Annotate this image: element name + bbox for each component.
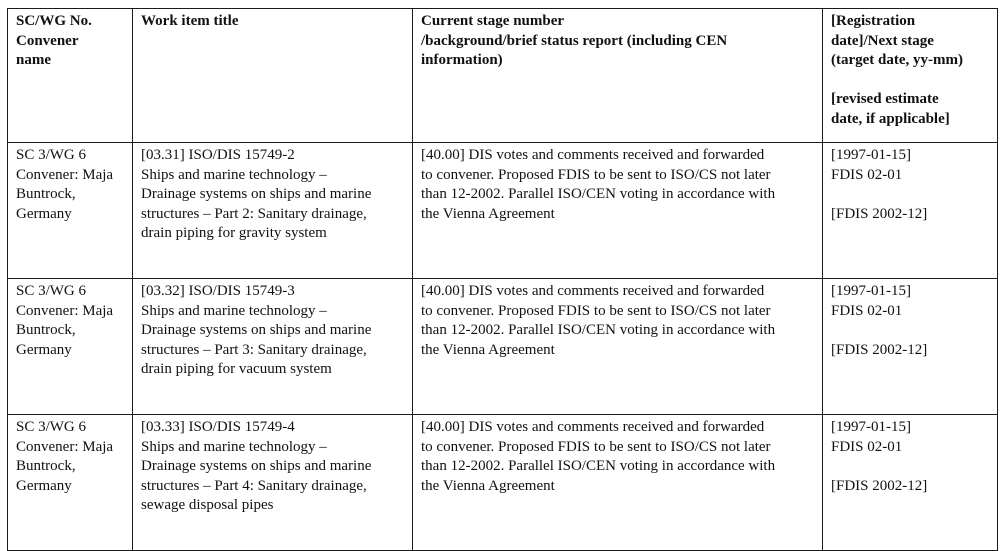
- convener-cell: [8, 143, 133, 279]
- cell-text: structures – Part 2: Sanitary drainage,: [141, 205, 367, 222]
- spacer: [831, 321, 991, 341]
- header-dates: [823, 9, 998, 143]
- status-cell: [413, 415, 823, 551]
- cell-text: [03.32] ISO/DIS 15749-3: [141, 283, 295, 299]
- cell-text: FDIS 02-01: [831, 302, 903, 319]
- cell-text: [FDIS 2002-12]: [831, 205, 928, 222]
- header-text: (target date, yy-mm): [831, 52, 964, 68]
- cell-text: SC 3/WG 6: [16, 147, 87, 163]
- dates-cell: [823, 279, 998, 415]
- cell-text: Ships and marine technology –: [141, 166, 327, 183]
- table-row: [8, 415, 998, 551]
- cell-text: structures – Part 3: Sanitary drainage,: [141, 341, 367, 358]
- spacer: [831, 185, 991, 205]
- header-text: Current stage number: [421, 13, 565, 29]
- cell-text: Germany: [16, 205, 72, 222]
- cell-text: Convener: Maja: [16, 438, 114, 455]
- header-text: Convener: [16, 32, 79, 49]
- cell-text: [40.00] DIS votes and comments received and forwarded: [421, 419, 765, 435]
- header-text: information): [421, 52, 503, 68]
- title-cell: [133, 415, 413, 551]
- header-text: [revised estimate: [831, 91, 939, 107]
- status-cell: [413, 279, 823, 415]
- cell-text: [03.33] ISO/DIS 15749-4: [141, 419, 295, 435]
- cell-text: drain piping for gravity system: [141, 225, 327, 241]
- cell-text: structures – Part 4: Sanitary drainage,: [141, 477, 367, 494]
- header-text: date]/Next stage: [831, 32, 934, 49]
- cell-text: to convener. Proposed FDIS to be sent to ISO/CS not later: [421, 438, 771, 455]
- cell-text: than 12-2002. Parallel ISO/CEN voting in accordance with: [421, 458, 776, 474]
- cell-text: FDIS 02-01: [831, 166, 903, 183]
- table-row: [8, 143, 998, 279]
- convener-cell: [8, 279, 133, 415]
- cell-text: drain piping for vacuum system: [141, 361, 332, 377]
- cell-text: Ships and marine technology –: [141, 438, 327, 455]
- cell-text: than 12-2002. Parallel ISO/CEN voting in accordance with: [421, 322, 776, 338]
- convener-cell: [8, 415, 133, 551]
- header-text: [Registration: [831, 13, 916, 29]
- cell-text: Germany: [16, 341, 72, 358]
- header-title: [133, 9, 413, 143]
- cell-text: Drainage systems on ships and marine: [141, 458, 372, 474]
- title-cell: [133, 279, 413, 415]
- table-row: [8, 279, 998, 415]
- cell-text: the Vienna Agreement: [421, 205, 555, 222]
- header-status: [413, 9, 823, 143]
- cell-text: [40.00] DIS votes and comments received and forwarded: [421, 283, 765, 299]
- cell-text: [1997-01-15]: [831, 283, 911, 299]
- work-item-table: [7, 8, 998, 551]
- cell-text: Drainage systems on ships and marine: [141, 322, 372, 338]
- cell-text: [FDIS 2002-12]: [831, 477, 928, 494]
- cell-text: SC 3/WG 6: [16, 283, 87, 299]
- header-text: SC/WG No.: [16, 13, 92, 29]
- header-convener: [8, 9, 133, 143]
- cell-text: SC 3/WG 6: [16, 419, 87, 435]
- header-text: name: [16, 52, 51, 68]
- cell-text: than 12-2002. Parallel ISO/CEN voting in accordance with: [421, 186, 776, 202]
- cell-text: [40.00] DIS votes and comments received and forwarded: [421, 147, 765, 163]
- cell-text: Convener: Maja: [16, 302, 114, 319]
- cell-text: Ships and marine technology –: [141, 302, 327, 319]
- status-cell: [413, 143, 823, 279]
- cell-text: sewage disposal pipes: [141, 497, 274, 513]
- header-text: /background/brief status report (including CEN: [421, 32, 728, 49]
- cell-text: [1997-01-15]: [831, 147, 911, 163]
- cell-text: Drainage systems on ships and marine: [141, 186, 372, 202]
- cell-text: Buntrock,: [16, 186, 76, 202]
- cell-text: [FDIS 2002-12]: [831, 341, 928, 358]
- dates-cell: [823, 415, 998, 551]
- title-cell: [133, 143, 413, 279]
- cell-text: [1997-01-15]: [831, 419, 911, 435]
- spacer: [831, 457, 991, 477]
- cell-text: to convener. Proposed FDIS to be sent to ISO/CS not later: [421, 302, 771, 319]
- cell-text: [03.31] ISO/DIS 15749-2: [141, 147, 295, 163]
- dates-cell: [823, 143, 998, 279]
- header-text: Work item title: [141, 13, 239, 29]
- cell-text: Germany: [16, 477, 72, 494]
- header-row: [8, 9, 998, 143]
- header-text: date, if applicable]: [831, 110, 950, 127]
- cell-text: FDIS 02-01: [831, 438, 903, 455]
- cell-text: Buntrock,: [16, 458, 76, 474]
- cell-text: Buntrock,: [16, 322, 76, 338]
- cell-text: Convener: Maja: [16, 166, 114, 183]
- cell-text: to convener. Proposed FDIS to be sent to ISO/CS not later: [421, 166, 771, 183]
- spacer: [831, 71, 991, 91]
- cell-text: the Vienna Agreement: [421, 477, 555, 494]
- cell-text: the Vienna Agreement: [421, 341, 555, 358]
